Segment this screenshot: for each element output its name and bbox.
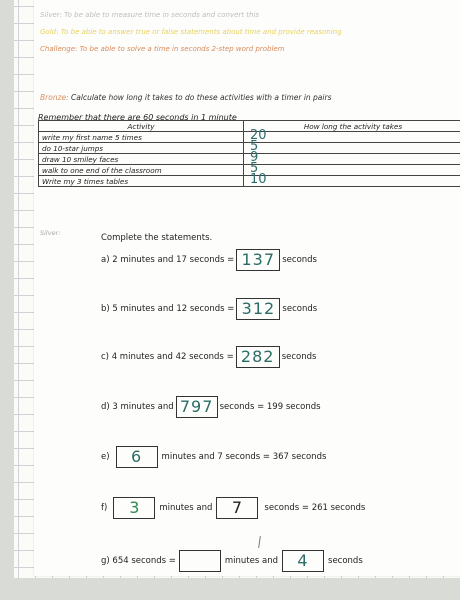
objective-text: To be able to answer true or false statements about time and provide reasoning	[60, 28, 342, 36]
answer-box[interactable]	[236, 249, 280, 271]
column-header-time: How long the activity takes	[244, 121, 460, 132]
question-unit: seconds	[282, 255, 317, 265]
question-unit: seconds	[281, 352, 317, 362]
question-text: a) 2 minutes and 17 seconds =	[101, 255, 235, 265]
objective-challenge: Challenge: To be able to solve a time in seconds 2-step word problem	[40, 45, 285, 53]
answer-box[interactable]	[176, 396, 218, 418]
time-cell	[244, 139, 460, 154]
question-f	[101, 497, 365, 519]
bronze-task	[40, 93, 331, 102]
time-cell	[244, 150, 460, 165]
answer-box-minutes[interactable]	[113, 497, 155, 519]
objective-gold: Gold: To be able to answer true or false statements about time and provide reasoning	[40, 28, 342, 36]
time-value: 5	[250, 139, 259, 154]
answer-value: 312	[241, 299, 276, 318]
worksheet	[34, 0, 460, 576]
table-row	[39, 176, 460, 187]
answer-box[interactable]	[116, 446, 158, 468]
objective-label: Silver	[40, 11, 60, 19]
activity-cell: do 10-star jumps	[39, 143, 244, 154]
answer-value: 137	[241, 250, 275, 269]
time-cell	[244, 172, 460, 187]
time-value: 20	[250, 128, 267, 143]
question-label: f)	[101, 503, 108, 513]
objective-text: To be able to measure time in seconds and convert this	[64, 11, 260, 19]
answer-box[interactable]	[236, 346, 280, 368]
question-text: minutes and 7 seconds = 367 seconds	[161, 452, 327, 462]
statements-title: Complete the statements.	[101, 233, 213, 243]
bronze-text: Calculate how long it takes to do these activities with a timer in pairs	[71, 93, 332, 102]
remember-note: Remember that there are 60 seconds in 1 minute	[38, 113, 237, 122]
question-text: minutes and	[224, 556, 279, 566]
objective-label: Challenge	[40, 45, 75, 53]
question-a	[101, 249, 317, 271]
time-cell	[244, 128, 460, 143]
objective-text: To be able to solve a time in seconds 2-step word problem	[79, 45, 285, 53]
question-unit: seconds = 199 seconds	[219, 402, 321, 412]
question-c	[101, 346, 316, 368]
activity-cell: write my first name 5 times	[39, 132, 244, 143]
time-value: 9	[250, 150, 259, 165]
question-unit: seconds	[328, 556, 363, 566]
activity-cell: walk to one end of the classroom	[39, 165, 244, 176]
time-cell	[244, 161, 460, 176]
activity-cell: Write my 3 times tables	[39, 176, 244, 187]
answer-box-seconds[interactable]	[282, 550, 324, 572]
column-header-activity: Activity	[39, 121, 244, 132]
bronze-label: Bronze:	[40, 93, 69, 102]
objective-label: Gold	[40, 28, 57, 36]
grid-paper	[14, 0, 460, 578]
question-label: e)	[101, 452, 110, 462]
answer-value: 797	[179, 397, 214, 416]
question-text: b) 5 minutes and 12 seconds =	[101, 304, 235, 314]
answer-value: 282	[240, 347, 275, 366]
answer-value: 3	[129, 498, 140, 517]
time-value: 5	[250, 161, 259, 176]
answer-value: 4	[297, 551, 309, 570]
objective-silver: Silver: To be able to measure time in seconds and convert this	[40, 11, 260, 19]
question-text: c) 4 minutes and 42 seconds =	[101, 352, 234, 362]
answer-box-minutes[interactable]	[179, 550, 221, 572]
activity-table	[38, 120, 460, 187]
time-value: 10	[250, 172, 267, 187]
activity-cell: draw 10 smiley faces	[39, 154, 244, 165]
silver-label: Silver:	[40, 229, 61, 237]
answer-box[interactable]	[236, 298, 280, 320]
question-unit: seconds = 261 seconds	[264, 503, 366, 513]
question-e	[101, 446, 326, 468]
question-g	[101, 550, 363, 572]
answer-value: 7	[231, 498, 244, 517]
question-text: d) 3 minutes and	[101, 402, 174, 412]
question-b	[101, 298, 317, 320]
question-d	[101, 396, 321, 418]
question-text: g) 654 seconds =	[101, 556, 176, 566]
question-text: minutes and	[159, 503, 213, 513]
answer-box-seconds[interactable]	[216, 497, 258, 519]
question-unit: seconds	[282, 304, 318, 314]
answer-value: 6	[130, 447, 143, 466]
